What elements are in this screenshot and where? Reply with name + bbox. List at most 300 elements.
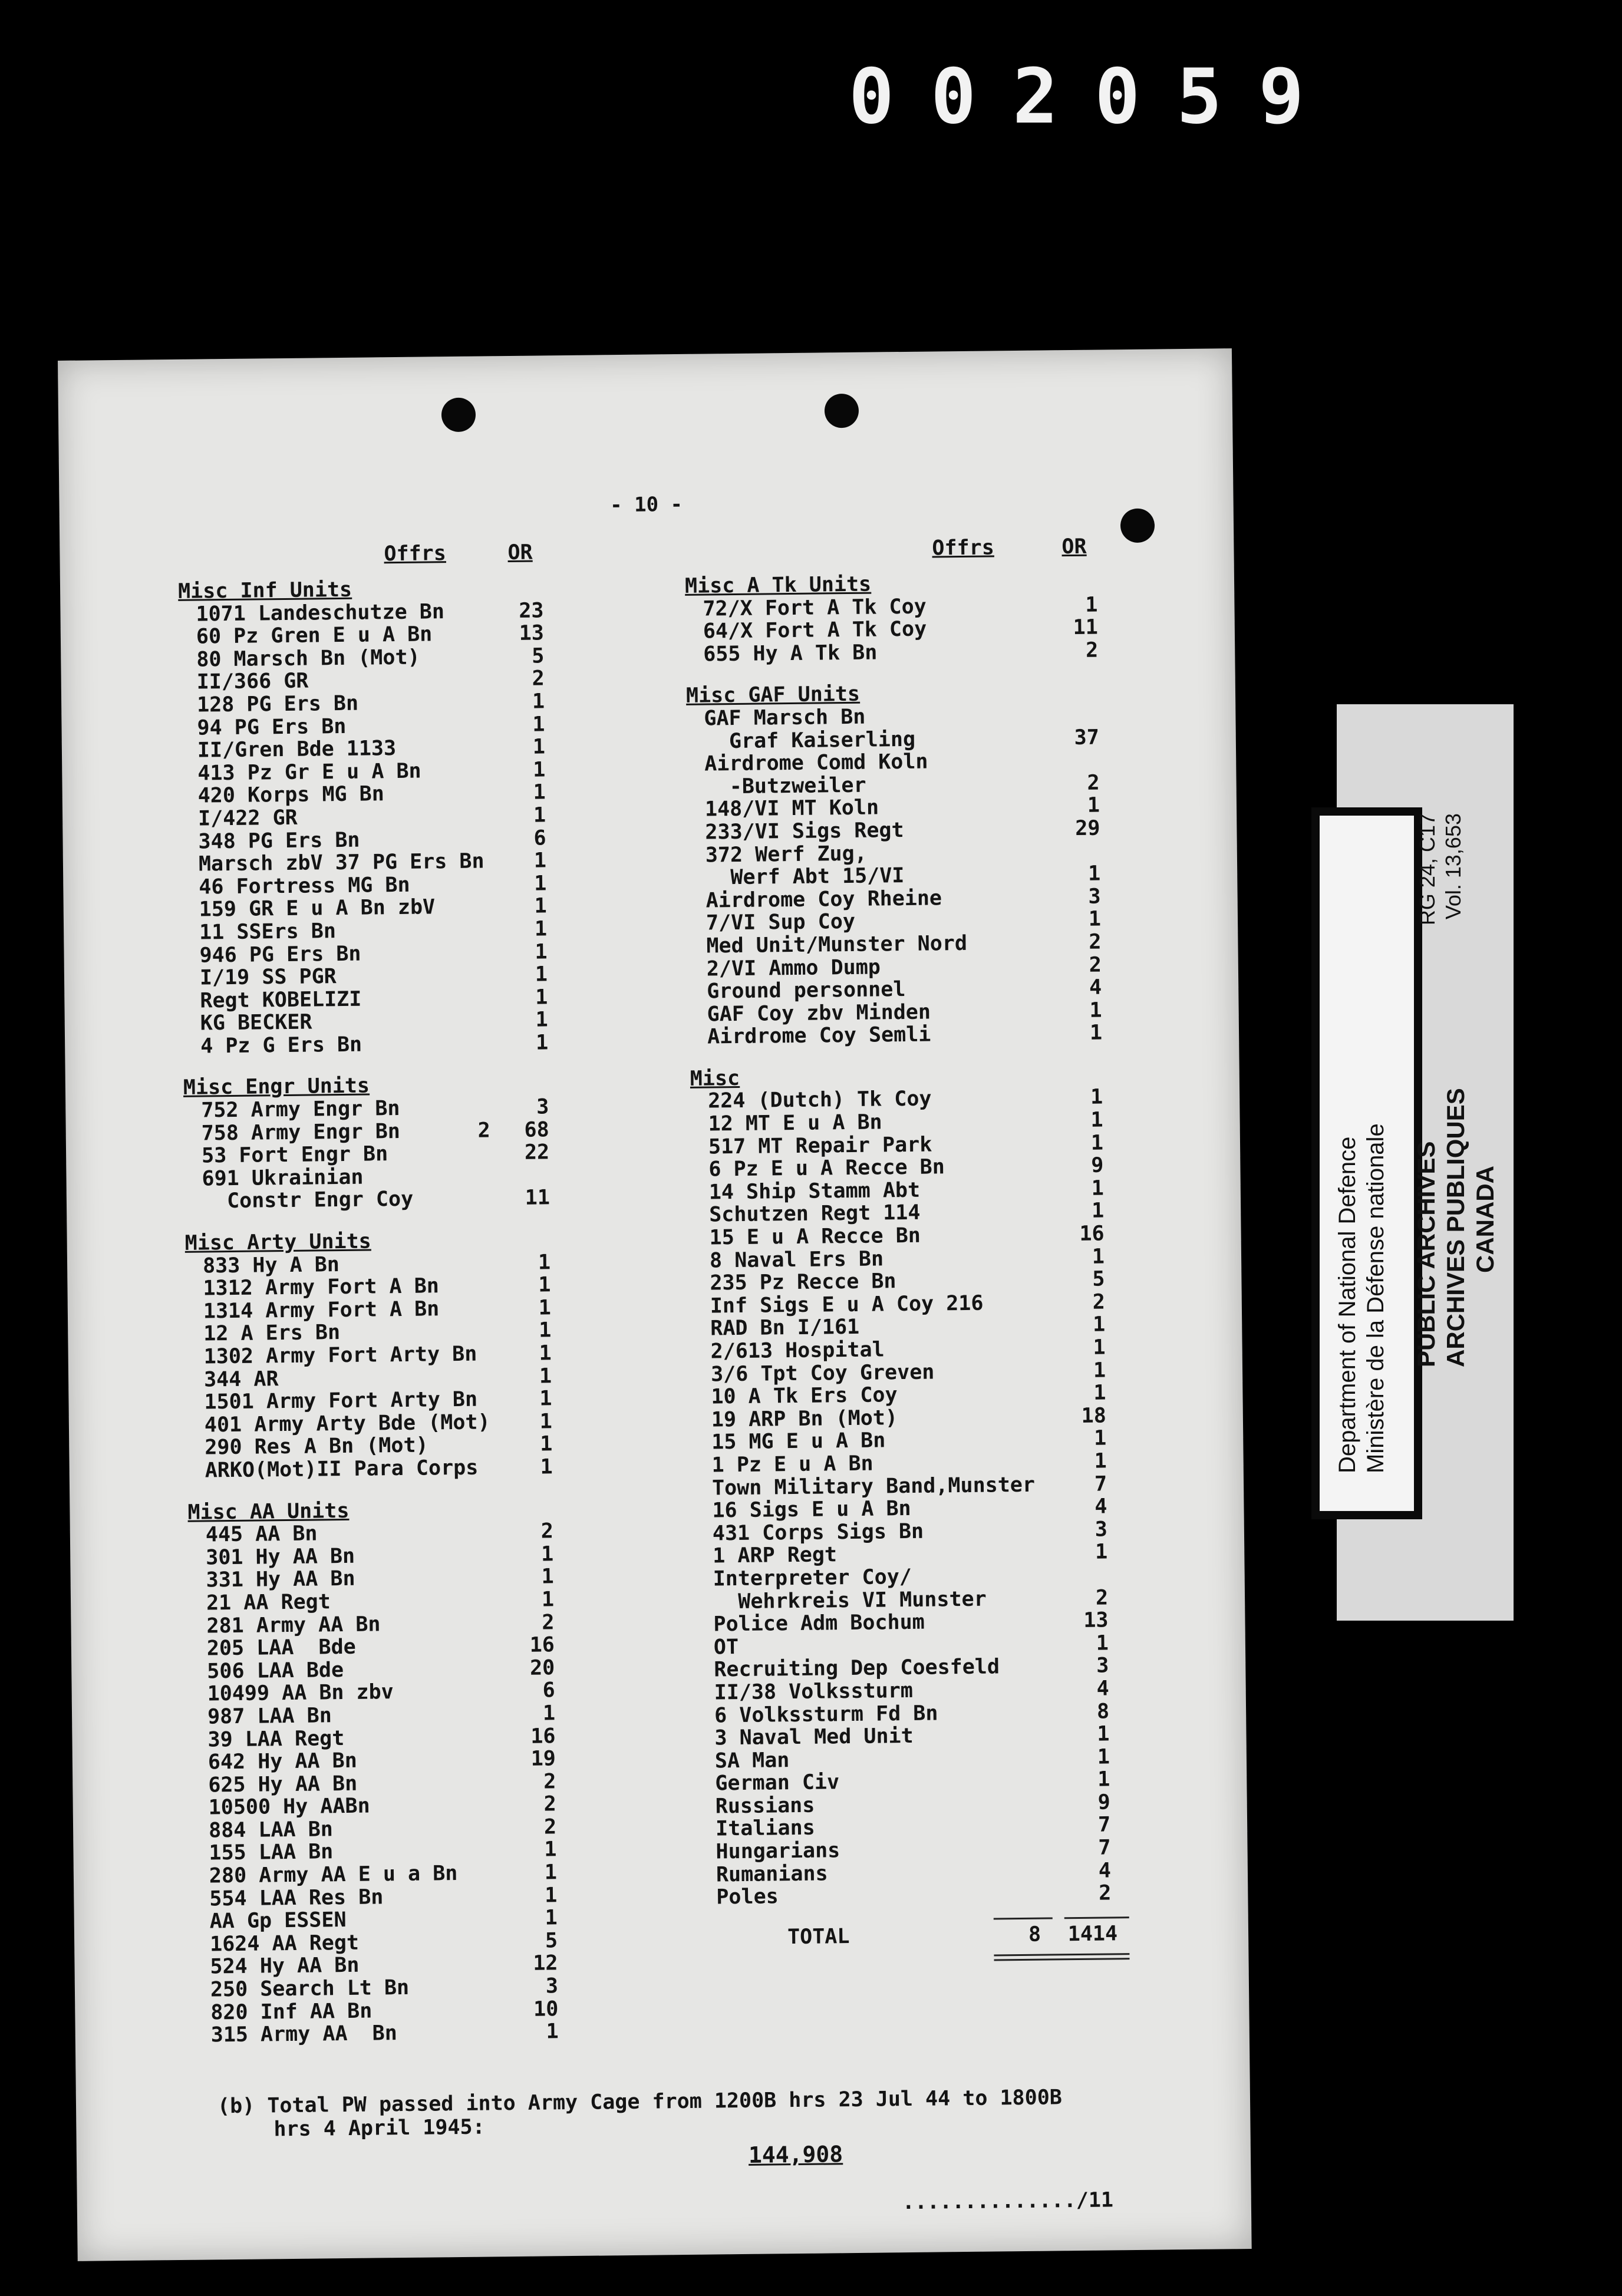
or-count: 3 — [1094, 1518, 1108, 1542]
or-count: 2 — [540, 1519, 554, 1543]
or-count: 1 — [1097, 1745, 1110, 1769]
or-count: 29 — [1075, 816, 1100, 840]
unit-name: 820 Inf AA Bn — [210, 1999, 372, 2025]
offrs-count — [460, 1634, 496, 1635]
offrs-count — [1004, 1200, 1039, 1201]
unit-name: 420 Korps MG Bn — [197, 782, 385, 808]
unit-name: 554 LAA Res Bn — [209, 1885, 384, 1911]
or-count: 1 — [534, 872, 547, 896]
record-group: RG 24, C17 — [1415, 813, 1439, 926]
unit-name: 46 Fortress MG Bn — [199, 873, 410, 899]
column-headers — [684, 535, 1204, 575]
unit-name: Med Unit/Munster Nord — [706, 931, 968, 958]
unit-name: II/38 Volkssturm — [714, 1678, 914, 1705]
offrs-count — [464, 1975, 499, 1976]
or-count: 1 — [539, 1341, 552, 1365]
or-count: 1 — [1094, 1540, 1108, 1565]
volume: Vol. 13,653 — [1441, 813, 1465, 920]
unit-name: 233/VI Sigs Regt — [705, 818, 904, 844]
offrs-count — [1003, 1155, 1039, 1156]
unit-name: GAF Coy zbv Minden — [707, 1000, 931, 1027]
or-count: 1 — [540, 1542, 554, 1566]
or-count: 1 — [534, 894, 547, 918]
archives-fr: ARCHIVES PUBLIQUES — [1442, 1088, 1469, 1367]
or-count: 1 — [534, 917, 548, 941]
or-count: 13 — [519, 621, 545, 646]
dept-fr: Ministère de la Défense nationale — [1363, 1123, 1389, 1473]
unit-name: German Civ — [715, 1770, 840, 1796]
or-count: 68 — [524, 1117, 549, 1142]
offrs-count — [461, 1748, 497, 1749]
or-count: 7 — [1098, 1836, 1111, 1860]
unit-name: 2/613 Hospital — [710, 1338, 885, 1364]
offrs-count — [999, 772, 1034, 773]
or-count: 1 — [535, 962, 548, 987]
offrs-count — [1000, 840, 1036, 841]
or-count: 1 — [1097, 1722, 1110, 1746]
or-count — [1060, 1563, 1107, 1564]
unit-name: Wehrkreis VI Munster — [713, 1587, 987, 1614]
or-count: 1 — [533, 780, 546, 804]
or-count: 7 — [1097, 1813, 1111, 1838]
total-double-rule — [994, 1958, 1129, 1961]
or-count: 1 — [542, 1701, 556, 1726]
or-count: 3 — [1096, 1654, 1109, 1678]
unit-name: Graf Kaiserling — [704, 727, 916, 754]
left-column — [177, 540, 653, 2047]
offrs-count — [1006, 1451, 1041, 1452]
or-count: 1 — [535, 985, 548, 1010]
or-count: 1 — [535, 1031, 549, 1055]
offrs-count — [450, 645, 485, 646]
unit-name: 224 (Dutch) Tk Coy — [708, 1087, 932, 1113]
unit-name: 10 A Tk Ers Coy — [711, 1383, 898, 1409]
or-count: 2 — [1099, 1881, 1112, 1905]
unit-name: 431 Corps Sigs Bn — [712, 1519, 924, 1546]
total-or: 1414 — [1067, 1922, 1118, 1947]
right-column — [684, 535, 1218, 1962]
offrs-count — [1001, 999, 1037, 1000]
archives-country: CANADA — [1471, 1166, 1499, 1273]
or-count: 6 — [533, 826, 546, 850]
offrs-header: Offrs — [932, 536, 994, 560]
unit-name: 401 Army Arty Bde (Mot) — [204, 1410, 490, 1437]
or-count: 1 — [1091, 1199, 1105, 1223]
unit-name: Marsch zbV 37 PG Ers Bn — [198, 849, 484, 876]
offrs-count — [1010, 1769, 1045, 1770]
unit-name: 64/X Fort A Tk Coy — [703, 617, 927, 644]
footnote-total: 144,908 — [748, 2141, 843, 2168]
unit-name: Italians — [715, 1816, 815, 1841]
offrs-count — [1001, 954, 1037, 955]
or-count: 16 — [1079, 1222, 1105, 1246]
unit-name: 235 Pz Recce Bn — [710, 1269, 896, 1295]
or-count: 1 — [539, 1387, 552, 1411]
unit-name: 315 Army AA Bn — [210, 2021, 398, 2047]
offrs-count — [455, 1142, 490, 1143]
archive-dept-text — [1333, 790, 1390, 1473]
total-row — [699, 1921, 1218, 1962]
offrs-count — [1004, 1223, 1039, 1224]
unit-name: Police Adm Bochum — [713, 1610, 925, 1637]
unit-name: 4 Pz G Ers Bn — [200, 1032, 362, 1058]
offrs-count — [1002, 1022, 1037, 1023]
unit-name: 1501 Army Fort Arty Bn — [204, 1387, 478, 1414]
unit-name: 1 ARP Regt — [713, 1543, 838, 1568]
or-count: 6 — [542, 1678, 555, 1703]
unit-name: 691 Ukrainian — [202, 1165, 364, 1191]
or-count: 4 — [1094, 1495, 1107, 1519]
or-count: 1 — [1090, 1131, 1104, 1155]
unit-name: 1302 Army Fort Arty Bn — [203, 1342, 477, 1369]
or-count: 1 — [1090, 1108, 1103, 1132]
or-count: 1 — [1087, 862, 1101, 886]
or-count: 1 — [1089, 1021, 1103, 1045]
or-count: 1 — [1093, 1335, 1106, 1360]
page-number: - 10 - — [609, 492, 683, 517]
or-count: 8 — [1096, 1699, 1110, 1724]
unit-name: 19 ARP Bn (Mot) — [711, 1406, 898, 1432]
unit-name: KG BECKER — [200, 1010, 312, 1035]
unit-name: Inf Sigs E u A Coy 216 — [710, 1291, 984, 1318]
offrs-count — [997, 594, 1033, 595]
or-count: 1 — [1092, 1312, 1106, 1337]
or-count: 1 — [546, 2020, 559, 2044]
punch-hole — [441, 398, 476, 433]
unit-name: 6 Pz E u A Recce Bn — [708, 1155, 945, 1182]
unit-name: 11 SSErs Bn — [199, 919, 337, 945]
offrs-count — [1010, 1746, 1045, 1747]
unit-name: Poles — [716, 1885, 779, 1909]
unit-name: 372 Werf Zug, — [705, 842, 867, 867]
or-count: 1 — [1094, 1449, 1107, 1473]
unit-name: RAD Bn I/161 — [710, 1315, 860, 1341]
unit-name: 1071 Landeschutze Bn — [196, 599, 445, 626]
or-count: 1 — [532, 712, 545, 737]
offrs-count — [459, 1543, 494, 1544]
offrs-count — [1009, 1678, 1044, 1679]
unit-name: 205 LAA Bde — [206, 1635, 356, 1661]
unit-name: Hungarians — [716, 1839, 840, 1864]
unit-name: 752 Army Engr Bn — [201, 1097, 400, 1123]
unit-name: 1312 Army Fort A Bn — [203, 1274, 440, 1301]
unit-name: 7/VI Sup Coy — [705, 910, 856, 935]
or-count: 1 — [539, 1410, 553, 1434]
unit-name: 348 PG Ers Bn — [198, 828, 360, 854]
offrs-count — [1006, 1428, 1041, 1429]
or-count: 1 — [538, 1296, 552, 1320]
or-count: 1 — [538, 1273, 551, 1297]
unit-name: 445 AA Bn — [205, 1522, 318, 1547]
table-row — [698, 1881, 1217, 1909]
offrs-count — [451, 759, 486, 760]
total-rule — [994, 1917, 1053, 1919]
unit-name: OT — [713, 1635, 739, 1660]
or-count: 3 — [545, 1974, 559, 1998]
offrs-count — [460, 1657, 496, 1658]
footnote-marker: (b) — [217, 2094, 255, 2119]
footnote-line2: hrs 4 April 1945: — [273, 2115, 485, 2142]
or-count: 16 — [530, 1724, 556, 1749]
offrs-count — [464, 2021, 500, 2022]
or-count: 1 — [545, 1906, 558, 1930]
table-row — [193, 2020, 653, 2047]
section-title: Misc GAF Units — [685, 682, 861, 708]
offrs-count — [449, 600, 484, 601]
unit-name: 6 Volkssturm Fd Bn — [714, 1701, 938, 1727]
column-headers — [177, 540, 638, 580]
offrs-count — [457, 1320, 492, 1321]
or-count: 1 — [533, 849, 547, 873]
unit-name: 344 AR — [203, 1367, 279, 1392]
unit-name: 12 MT E u A Bn — [708, 1110, 882, 1136]
offrs-count — [460, 1680, 496, 1681]
unit-name: 290 Res A Bn (Mot) — [205, 1433, 428, 1460]
offrs-count — [459, 1566, 494, 1567]
unit-name: 517 MT Repair Park — [708, 1133, 932, 1159]
or-count: 2 — [1095, 1585, 1109, 1610]
unit-name: 14 Ship Stamm Abt — [708, 1178, 921, 1205]
offrs-count — [1008, 1655, 1044, 1656]
punch-hole — [825, 394, 859, 428]
offrs-count — [1008, 1610, 1043, 1611]
or-count: 2 — [542, 1610, 555, 1635]
or-count: 1 — [535, 939, 548, 964]
unit-name: 506 LAA Bde — [207, 1658, 344, 1684]
frame-number: 002059 — [849, 53, 1341, 141]
or-count: 1 — [545, 1883, 558, 1908]
offrs-count — [462, 1816, 497, 1817]
or-count: 2 — [1092, 1290, 1106, 1314]
or-count: 1 — [532, 735, 546, 759]
unit-name: 21 AA Regt — [206, 1590, 331, 1615]
unit-name: Interpreter Coy/ — [713, 1565, 912, 1591]
or-count: 1 — [1089, 998, 1102, 1022]
or-count: 19 — [530, 1747, 556, 1771]
or-count: 1 — [1085, 593, 1098, 617]
offrs-count — [451, 782, 487, 783]
unit-name: I/422 GR — [197, 806, 298, 831]
table-row — [187, 1455, 647, 1483]
offrs-count — [459, 1521, 494, 1522]
offrs-count — [461, 1771, 497, 1772]
offrs-count — [998, 617, 1033, 618]
or-header: OR — [1061, 535, 1087, 559]
total-double-rule — [994, 1953, 1129, 1956]
unit-name: GAF Marsch Bn — [704, 705, 866, 731]
unit-name: 758 Army Engr Bn — [201, 1119, 401, 1146]
offrs-count — [1001, 977, 1037, 978]
or-count: 2 — [1087, 771, 1100, 795]
or-count: 20 — [529, 1656, 555, 1680]
or-count: 4 — [1089, 975, 1102, 999]
unit-name: Airdrome Comd Koln — [704, 750, 928, 776]
or-count: 5 — [1092, 1267, 1105, 1291]
unit-name: 94 PG Ers Bn — [197, 714, 347, 740]
or-count: 2 — [543, 1815, 557, 1839]
offrs-count — [1004, 1177, 1039, 1178]
unit-name: Town Military Band,Munster — [711, 1473, 1036, 1500]
unit-name: Rumanians — [716, 1862, 828, 1887]
or-count: 37 — [1074, 725, 1099, 750]
or-count: 11 — [1073, 615, 1099, 640]
unit-name: 12 A Ers Bn — [203, 1321, 341, 1346]
offrs-count — [1005, 1314, 1040, 1315]
or-count: 1 — [544, 1860, 558, 1885]
or-count: 1 — [1093, 1358, 1106, 1383]
or-count: 1 — [532, 690, 545, 714]
section-title: Misc A Tk Units — [684, 572, 872, 598]
unit-name: 3 Naval Med Unit — [714, 1724, 914, 1750]
or-count: 4 — [1098, 1859, 1112, 1883]
offrs-count — [1008, 1632, 1044, 1633]
or-count — [502, 1164, 549, 1165]
unit-name: 128 PG Ers Bn — [196, 691, 359, 717]
footnote-line1: Total PW passed into Army Cage from 1200B hrs 23 Jul 44 to 1800B — [267, 2086, 1063, 2118]
archive-name — [1412, 837, 1500, 1367]
unit-name: 8 Naval Ers Bn — [709, 1247, 884, 1273]
section-title: Misc AA Units — [187, 1499, 350, 1525]
section-title: Misc Arty Units — [184, 1229, 371, 1255]
offrs-count — [454, 1096, 490, 1097]
unit-name: Recruiting Dep Coesfeld — [714, 1655, 1000, 1682]
unit-name: 10499 AA Bn zbv — [207, 1680, 394, 1706]
unit-name: 524 Hy AA Bn — [210, 1954, 360, 1979]
offrs-count — [463, 1930, 499, 1931]
unit-name: Airdrome Coy Semli — [707, 1022, 931, 1049]
or-count: 10 — [533, 1997, 559, 2021]
or-count: 3 — [536, 1095, 549, 1119]
offrs-count — [1008, 1587, 1043, 1588]
unit-name: 331 Hy AA Bn — [206, 1567, 355, 1592]
offrs-count — [453, 918, 488, 919]
total-rule — [1064, 1916, 1129, 1919]
unit-name: SA Man — [714, 1748, 790, 1773]
offrs-count — [1006, 1405, 1041, 1406]
unit-name: 15 MG E u A Bn — [711, 1429, 886, 1454]
or-count: 5 — [545, 1929, 558, 1953]
offrs-count — [1005, 1291, 1040, 1292]
unit-name: Ground personnel — [707, 978, 906, 1004]
unit-name: Schutzen Regt 114 — [709, 1201, 921, 1227]
offrs-count — [1007, 1496, 1042, 1497]
unit-name: 72/X Fort A Tk Coy — [703, 595, 927, 621]
unit-name: 281 Army AA Bn — [206, 1612, 381, 1638]
or-count: 4 — [1096, 1677, 1109, 1701]
or-count: 1 — [535, 1008, 548, 1032]
or-count: 1 — [1088, 907, 1102, 932]
table-row — [690, 1021, 1208, 1049]
total-offrs: 8 — [1028, 1922, 1041, 1947]
or-count: 22 — [524, 1140, 550, 1165]
unit-name: 2/VI Ammo Dump — [706, 955, 881, 981]
unit-name: 155 LAA Bn — [209, 1840, 334, 1865]
unit-name: II/Gren Bde 1133 — [197, 737, 397, 763]
or-count: 1 — [1097, 1767, 1110, 1792]
offrs-count — [462, 1839, 497, 1840]
table-row — [685, 638, 1204, 666]
unit-name: Werf Abt 15/VI — [705, 864, 905, 890]
or-count: 18 — [1081, 1404, 1107, 1428]
unit-name: 833 Hy A Bn — [202, 1252, 340, 1278]
unit-name: 15 E u A Recce Bn — [709, 1223, 921, 1250]
offrs-count — [450, 623, 485, 624]
or-count: 9 — [1097, 1790, 1110, 1815]
or-count: 1 — [1087, 793, 1100, 818]
unit-name: ARKO(Mot)II Para Corps — [205, 1456, 479, 1483]
offrs-count — [451, 827, 487, 828]
or-count: 2 — [1089, 953, 1102, 977]
or-count — [1052, 749, 1099, 750]
offrs-count — [998, 704, 1034, 705]
unit-name: 884 LAA Bn — [208, 1817, 334, 1843]
or-count: 1 — [540, 1432, 553, 1456]
or-count: 2 — [1085, 638, 1099, 662]
or-count: 1 — [538, 1318, 552, 1342]
continuation-marker: ............../11 — [902, 2188, 1114, 2215]
unit-name: 655 Hy A Tk Bn — [703, 641, 878, 667]
offrs-count — [450, 668, 486, 669]
unit-name: 80 Marsch Bn (Mot) — [196, 645, 420, 672]
or-count: 1 — [1096, 1631, 1109, 1655]
section-title: Misc Engr Units — [183, 1074, 370, 1100]
offrs-count — [457, 1297, 492, 1298]
total-label: TOTAL — [787, 1924, 850, 1949]
unit-name: Airdrome Coy Rheine — [705, 886, 942, 913]
section-title: Misc — [690, 1066, 740, 1091]
or-count: 1 — [1092, 1245, 1105, 1269]
unit-name: 280 Army AA E u a Bn — [209, 1862, 458, 1888]
or-count: 3 — [1088, 885, 1101, 909]
or-count: 1 — [539, 1364, 552, 1388]
or-count: 1 — [538, 1250, 551, 1275]
or-count: 1 — [541, 1588, 555, 1612]
offrs-count — [998, 639, 1033, 640]
or-count: 2 — [532, 667, 545, 691]
unit-name: Regt KOBELIZI — [200, 987, 362, 1013]
footnote — [217, 2085, 1161, 2142]
dept-en: Department of National Defence — [1334, 1136, 1360, 1473]
offrs-count — [1005, 1337, 1040, 1338]
table-row — [184, 1186, 644, 1213]
unit-name: 413 Pz Gr E u A Bn — [197, 759, 421, 786]
offrs-count — [453, 941, 488, 942]
or-count: 2 — [1089, 930, 1102, 954]
or-count: 1 — [1093, 1381, 1106, 1405]
or-count: 1 — [533, 803, 546, 827]
or-count: 5 — [532, 644, 545, 668]
offrs-header: Offrs — [384, 542, 447, 566]
unit-name: Constr Engr Coy — [202, 1187, 414, 1213]
unit-name: 1314 Army Fort A Bn — [203, 1297, 440, 1324]
section-title: Misc Inf Units — [177, 578, 352, 603]
offrs-count: 2 — [477, 1119, 490, 1143]
or-count: 11 — [525, 1186, 550, 1210]
offrs-count — [451, 804, 487, 805]
unit-name: II/366 GR — [196, 669, 309, 694]
or-count: 16 — [529, 1633, 555, 1657]
or-count: 13 — [1083, 1608, 1109, 1633]
archives-en: PUBLIC ARCHIVES — [1412, 1141, 1440, 1367]
or-count: 1 — [544, 1838, 557, 1862]
unit-name: Russians — [715, 1793, 815, 1819]
or-count: 23 — [519, 598, 544, 623]
offrs-count — [1003, 1132, 1039, 1133]
offrs-count — [457, 1365, 493, 1366]
unit-name: 16 Sigs E u A Bn — [712, 1497, 911, 1523]
unit-name: 53 Fort Engr Bn — [201, 1142, 388, 1168]
or-count: 1 — [1091, 1176, 1105, 1200]
